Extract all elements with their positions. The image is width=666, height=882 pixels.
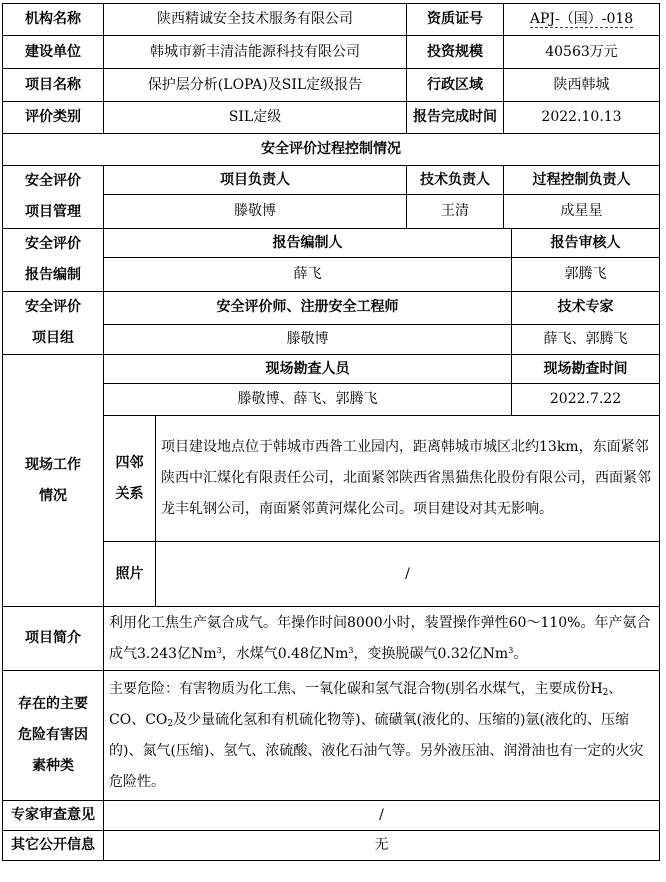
completion-date-label: 报告完成时间 <box>407 102 504 134</box>
completion-date-value: 2022.10.13 <box>504 102 660 134</box>
region-label: 行政区域 <box>407 69 504 102</box>
report-info-table <box>2 3 660 861</box>
other-info-value: 无 <box>104 831 660 861</box>
expert-opinion-value: / <box>104 801 660 831</box>
org-name-label: 机构名称 <box>3 4 104 36</box>
site-surveyors-value: 滕敬博、薛飞、郭腾飞 <box>104 384 512 416</box>
report-author-value: 薛飞 <box>104 258 512 292</box>
tech-expert-header: 技术专家 <box>512 292 660 325</box>
site-work-label: 现场工作 情况 <box>3 355 104 607</box>
investment-label: 投资规模 <box>407 36 504 69</box>
process-control-header: 过程控制负责人 <box>504 166 660 195</box>
eval-type-value: SIL定级 <box>104 102 407 134</box>
project-lead-value: 滕敬博 <box>104 195 407 229</box>
site-surveyors-header: 现场勘查人员 <box>104 355 512 384</box>
investment-value: 40563万元 <box>504 36 660 69</box>
construction-unit-value: 韩城市新丰清洁能源科技有限公司 <box>104 36 407 69</box>
report-reviewer-value: 郭腾飞 <box>512 258 660 292</box>
project-name-value: 保护层分析(LOPA)及SIL定级报告 <box>104 69 407 102</box>
project-lead-header: 项目负责人 <box>104 166 407 195</box>
other-info-label: 其它公开信息 <box>3 831 104 861</box>
compile-label: 安全评价 报告编制 <box>3 229 104 292</box>
evaluator-value: 滕敬博 <box>104 324 512 354</box>
photo-label: 照片 <box>104 542 156 607</box>
region-value: 陕西韩城 <box>504 69 660 102</box>
project-intro-label: 项目简介 <box>3 607 104 671</box>
cert-no-value <box>504 4 660 36</box>
team-label: 安全评价 项目组 <box>3 292 104 355</box>
tech-lead-header: 技术负责人 <box>407 166 504 195</box>
site-survey-date-value: 2022.7.22 <box>512 384 660 416</box>
section-title: 安全评价过程控制情况 <box>3 134 660 166</box>
site-survey-date-header: 现场勘查时间 <box>512 355 660 384</box>
cert-no-label: 资质证号 <box>407 4 504 36</box>
neighbor-text: 项目建设地点位于韩城市西昝工业园内，距离韩城市城区北约13km，东面紧邻陕西中汇煤化有限责任公司，北面紧邻陕西省黑猫焦化股份有限公司，西面紧邻龙丰轧钢公司，南面紧邻黄河煤化公司。项目建设对其无影响。 <box>156 416 660 542</box>
project-name-label: 项目名称 <box>3 69 104 102</box>
process-control-value: 成星星 <box>504 195 660 229</box>
org-name-value: 陕西精诚安全技术服务有限公司 <box>104 4 407 36</box>
report-author-header: 报告编制人 <box>104 229 512 258</box>
photo-value: / <box>156 542 660 607</box>
neighbor-label: 四邻 关系 <box>104 416 156 542</box>
evaluator-header: 安全评价师、注册安全工程师 <box>104 292 512 325</box>
hazard-text: 主要危险：有害物质为化工焦、一氧化碳和氢气混合物(别名水煤气，主要成份$H_2$、CO、$CO_2$及少量硫化氢和有机硫化物等)、硫磺氧(液化的、压缩的)氩(液化的、压缩的)、氮气(压缩)、氢气、浓硫酸、液化石油气等。另外液压油、润滑油也有一定的火灾危险性。 <box>104 671 660 801</box>
tech-lead-value: 王清 <box>407 195 504 229</box>
eval-type-label: 评价类别 <box>3 102 104 134</box>
expert-opinion-label: 专家审查意见 <box>3 801 104 831</box>
hazard-label: 存在的主要 危险有害因 素种类 <box>3 671 104 801</box>
mgmt-label: 安全评价 项目管理 <box>3 166 104 229</box>
tech-expert-value: 薛飞、郭腾飞 <box>512 324 660 354</box>
project-intro-text: 利用化工焦生产氨合成气。年操作时间8000小时，装置操作弹性60～110%。年产氨合成气3.243亿Nm$^3$，水煤气0.48亿Nm$^3$，变换脱碳气0.32亿Nm$^3$。 <box>104 607 660 671</box>
construction-unit-label: 建设单位 <box>3 36 104 69</box>
cert-no-text: APJ-（国）-018 <box>529 11 634 27</box>
report-reviewer-header: 报告审核人 <box>512 229 660 258</box>
